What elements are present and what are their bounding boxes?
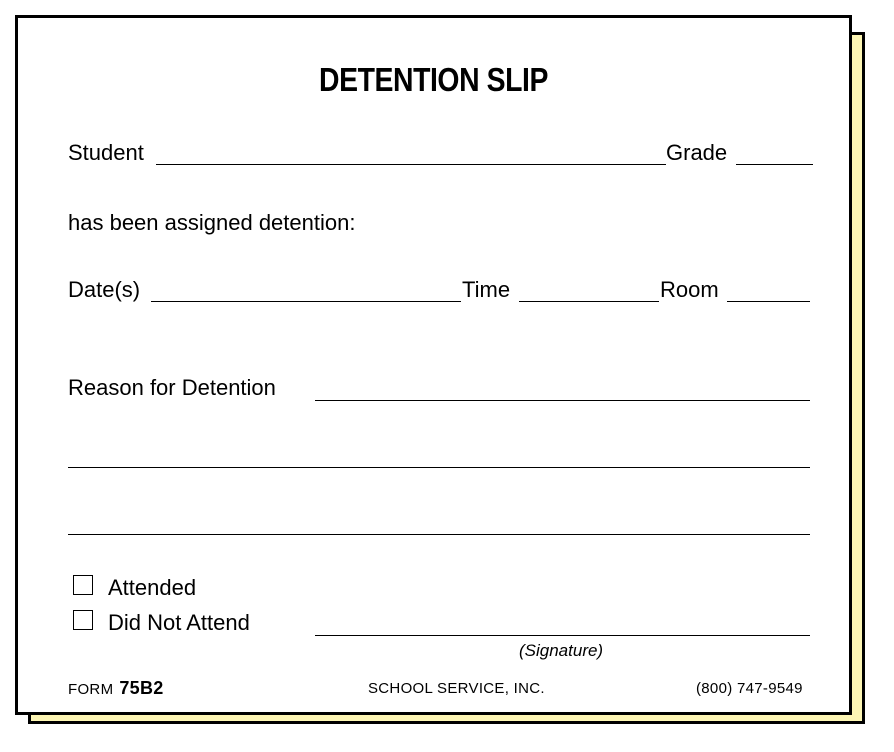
reason-field-line-2[interactable]: [68, 467, 810, 468]
form-number: [68, 678, 164, 699]
reason-field-line-3[interactable]: [68, 534, 810, 535]
dates-label: Date(s): [68, 277, 141, 302]
signature-field[interactable]: [315, 635, 810, 636]
student-label: Student: [68, 140, 144, 165]
attended-checkbox[interactable]: [73, 575, 93, 595]
room-field[interactable]: [727, 301, 810, 302]
phone-number: (800) 747-9549: [696, 680, 803, 697]
room-label: Room: [660, 277, 719, 302]
did-not-attend-checkbox[interactable]: [73, 610, 93, 630]
reason-label: Reason for Detention: [68, 375, 276, 400]
detention-slip: [15, 15, 852, 715]
dates-field[interactable]: [151, 301, 461, 302]
form-prefix: FORM: [68, 681, 114, 698]
company-name: SCHOOL SERVICE, INC.: [368, 680, 545, 697]
assigned-text: has been assigned detention:: [68, 210, 356, 235]
time-field[interactable]: [519, 301, 659, 302]
signature-label: (Signature): [519, 641, 604, 660]
time-label: Time: [462, 277, 511, 302]
grade-label: Grade: [666, 140, 728, 165]
reason-field-line-1[interactable]: [315, 400, 810, 401]
grade-field[interactable]: [736, 164, 813, 165]
form-number-value: 75B2: [119, 678, 164, 698]
slip-title: DETENTION SLIP: [319, 61, 548, 98]
did-not-attend-label: Did Not Attend: [108, 610, 250, 635]
student-field[interactable]: [156, 164, 666, 165]
attended-label: Attended: [108, 575, 197, 600]
